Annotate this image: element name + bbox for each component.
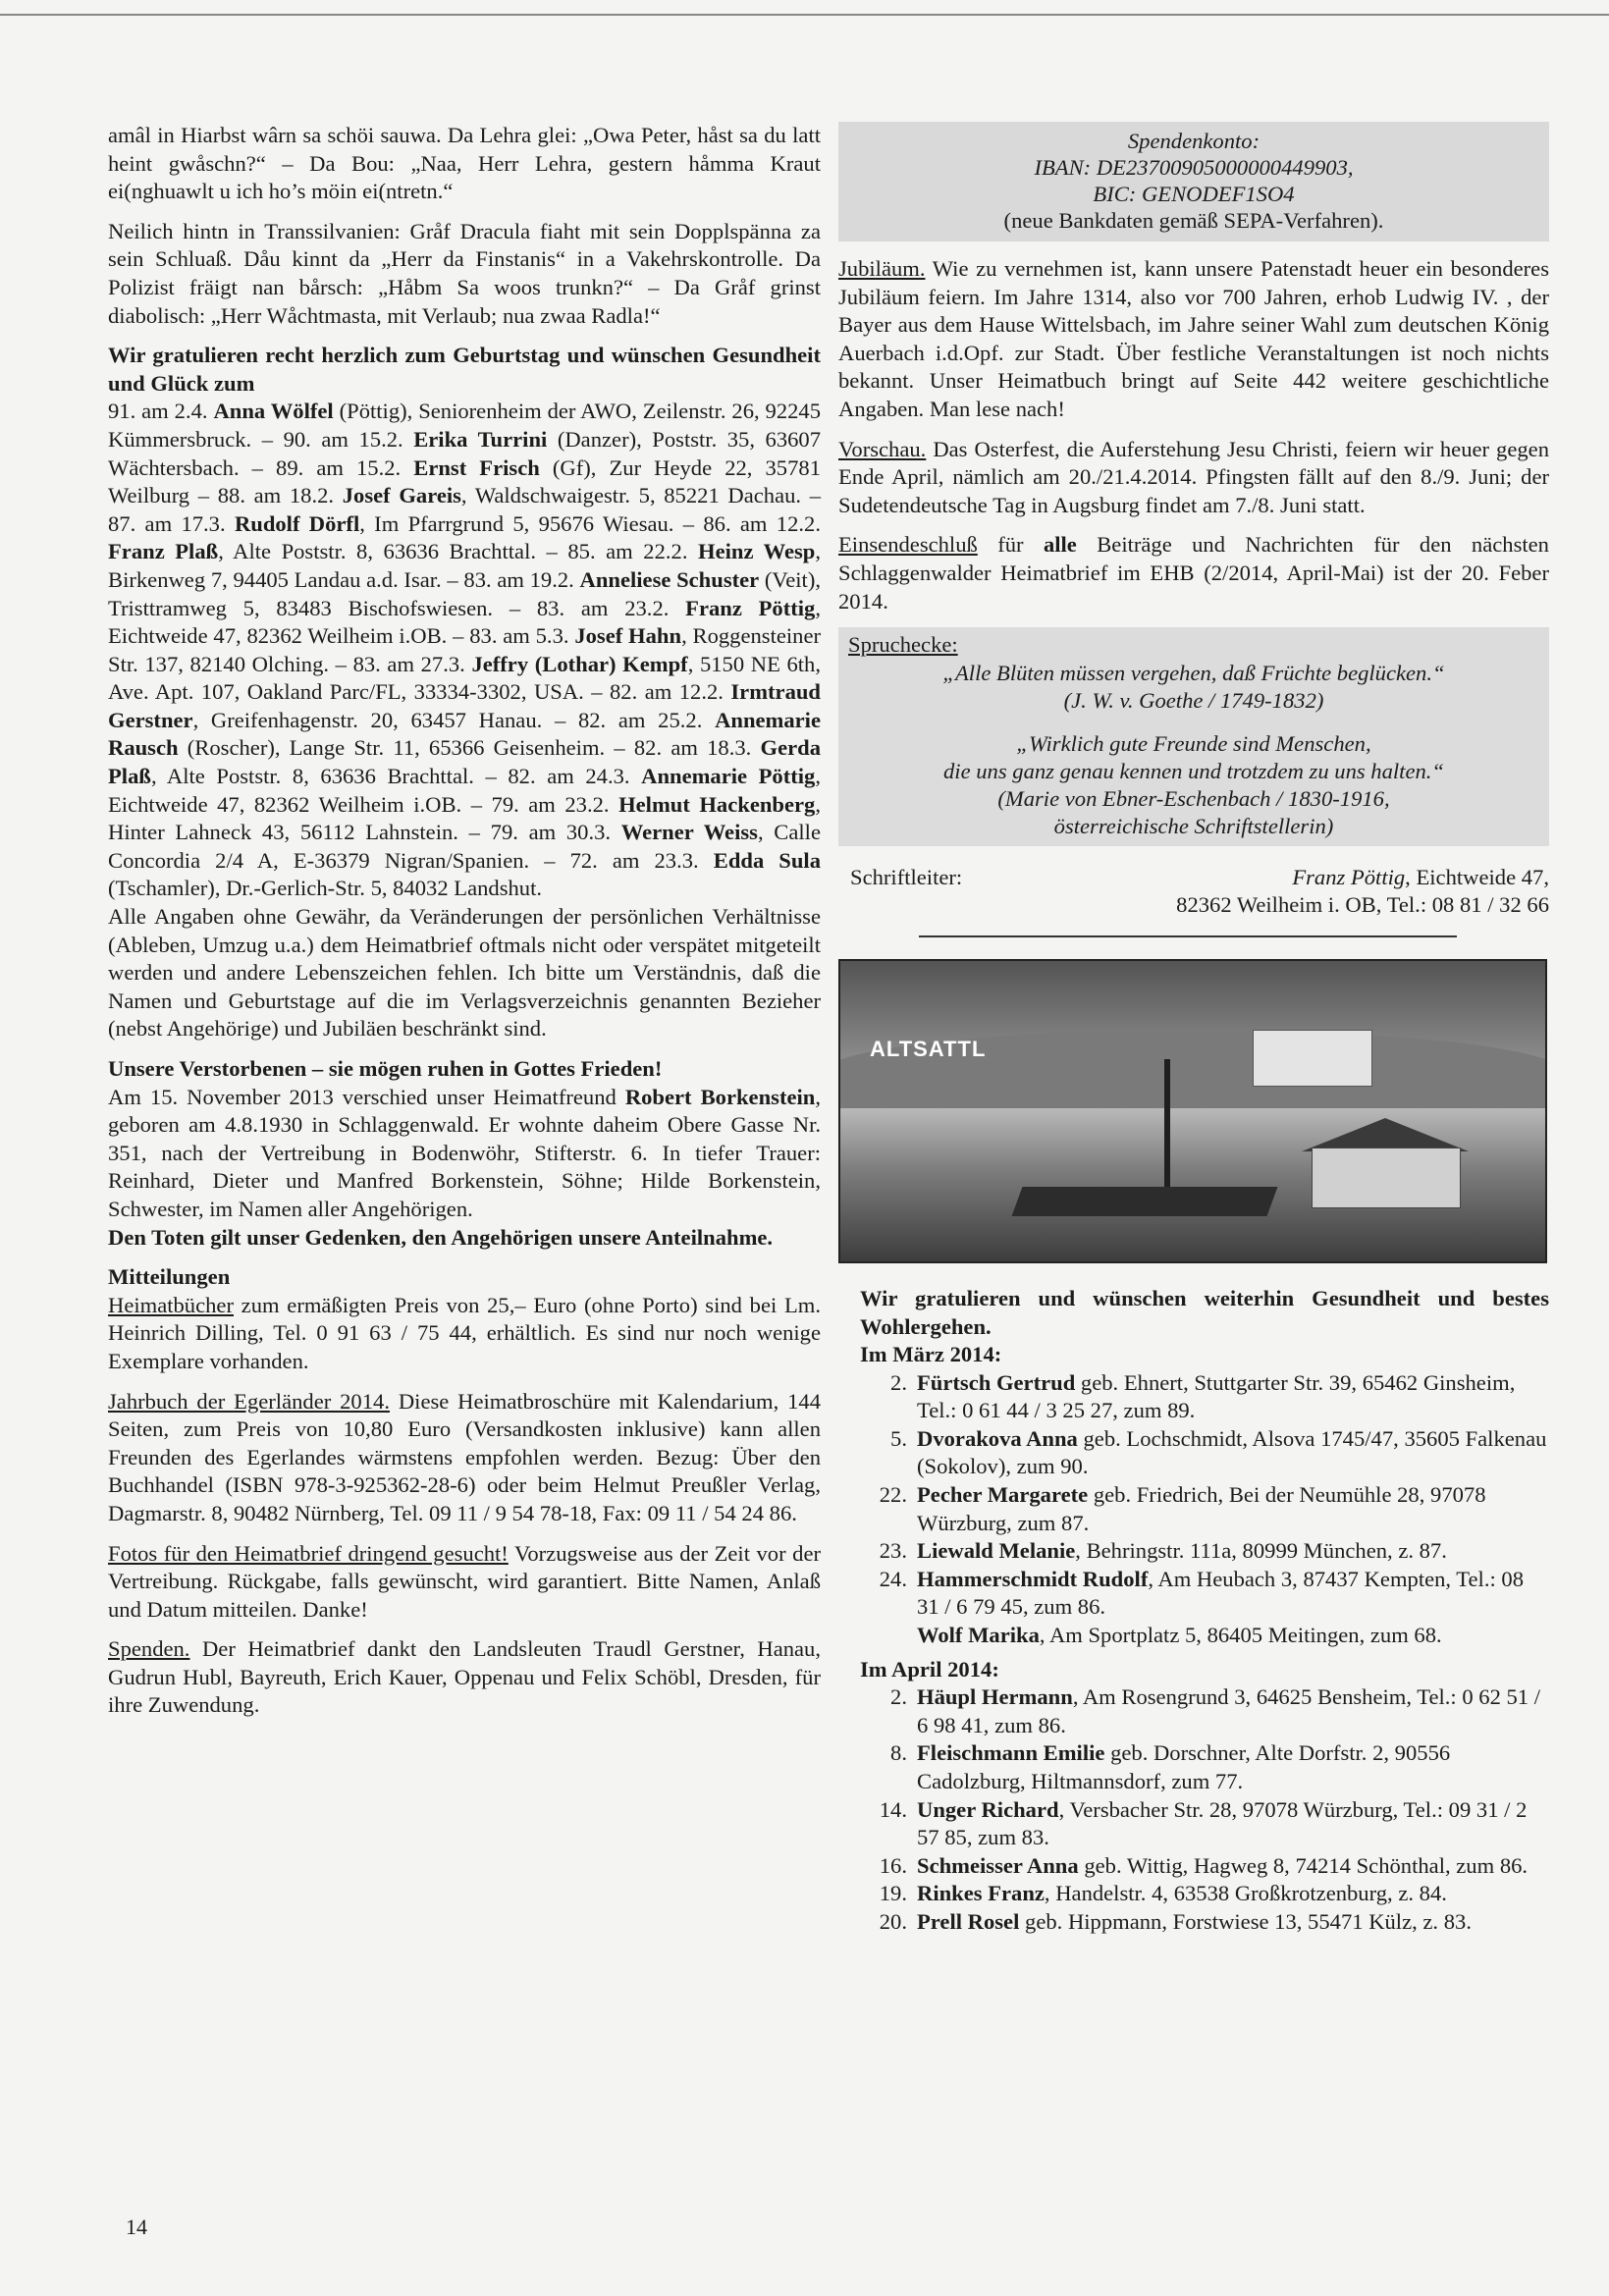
birthday-list: [108, 398, 821, 903]
birthday-address: (Pöttig), Seniorenheim der AWO, Zeilenstr. 26, 92245 Kümmersbruck. –: [108, 399, 822, 452]
birthday-name: Irmtraud Gerstner: [108, 679, 821, 732]
birthday-age-date: 83. am 27.3.: [352, 651, 472, 676]
wishes-heading: Wir gratulieren und wünschen weiterhin Gesundheit und bestes Wohlergehen.: [860, 1285, 1549, 1339]
birthday-age-date: 79. am 23.2.: [491, 791, 619, 817]
spruchecke-box: [838, 627, 1549, 846]
list-item: [860, 1622, 1549, 1650]
birthday-age-date: 85. am 22.2.: [567, 539, 698, 564]
list-item-details: , Am Rosengrund 3, 64625 Bensheim, Tel.: 0 62 51 / 6 98 41, zum 86.: [917, 1684, 1541, 1737]
list-item-details: , Am Sportplatz 5, 86405 Meitingen, zum 68.: [1039, 1623, 1442, 1648]
spenden-text: Der Heimatbrief dankt den Landsleuten Traudl Gerstner, Hanau, Gudrun Hubl, Bayreuth, Erich Kauer, Oppenau und Felix Schöbl, Dresden, für ihre Zuwendung.: [108, 1636, 821, 1718]
dialect-anecdote-1: amâl in Hiarbst wârn sa schöi sauwa. Da Lehra glei: „Owa Peter, håst sa du latt heint gwåschn?“ – Da Bou: „Naa, Herr Lehra, gestern håmma Kraut ei(nghuawlt u ich ho’s möin ei(ntretn.“: [108, 123, 821, 204]
vorschau-label: Vorschau.: [838, 436, 927, 461]
list-item-text: [917, 1739, 1549, 1795]
jubilaeum-notice: [838, 255, 1549, 424]
dialect-anecdote-2: Neilich hintn in Transsilvanien: Gråf Dracula fiaht mit sein Dopplspänna za sein Schluaß. Dåu kinnt da „Herr da Finstanis“ in a Vakehrskontrolle. Da Polizist fräigt nan bårsch: „Håbm Sa woos trunkn?“ – Da Gråf grinst diabolisch: „Herr Wåchtmasta, mit Verlaub; nua zwaa Radla!“: [108, 218, 821, 328]
einsendeschluss-notice: [838, 531, 1549, 615]
birthday-age-date: 83. am 19.2.: [463, 566, 580, 592]
birthday-name: Josef Hahn: [574, 623, 682, 649]
deceased-notice: [108, 1084, 821, 1224]
list-item: [860, 1537, 1549, 1566]
birthday-address: (Gf), Zur Heyde 22, 35781 Weilburg –: [108, 454, 821, 508]
einsendeschluss-label: Einsendeschluß: [838, 532, 978, 558]
building-icon: [1253, 1030, 1372, 1087]
list-item-number: 19.: [879, 1881, 907, 1906]
wishes-list: [838, 1341, 1549, 1936]
april-heading: Im April 2014:: [860, 1656, 999, 1682]
list-item: [860, 1908, 1549, 1937]
list-item-text: [917, 1852, 1549, 1881]
spruchecke-label: Spruchecke:: [848, 632, 958, 658]
fotos-label: Fotos für den Heimatbrief dringend gesucht!: [108, 1540, 509, 1566]
list-item-number: 8.: [890, 1740, 907, 1766]
iban: IBAN: DE23700905000000449903,: [1034, 155, 1354, 180]
einsendeschluss-text: Beiträge und Nachrichten für den nächsten Schlaggenwalder Heimatbrief im EHB (2/2014, April-Mai) ist der 20. Feber 2014.: [838, 532, 1549, 614]
birthday-age-date: 79. am 30.3.: [490, 820, 621, 845]
list-item-number: 23.: [879, 1538, 907, 1564]
birthday-name: Helmut Hackenberg: [618, 791, 816, 817]
birthday-age-date: 89. am 15.2.: [276, 454, 414, 480]
vorschau-notice: [838, 436, 1549, 520]
birthday-address: , Calle Concordia 2/4 A, E-36379 Nigran/Spanien. –: [108, 820, 821, 873]
jahrbuch-notice: [108, 1388, 821, 1528]
list-item-text: [917, 1908, 1549, 1937]
list-item-name: Wolf Marika: [917, 1623, 1040, 1648]
birthday-name: Franz Pöttig: [685, 595, 816, 620]
birthday-age-date: 88. am 18.2.: [217, 483, 343, 508]
list-item-text: [917, 1481, 1549, 1537]
mitteilungen-heading: Mitteilungen: [108, 1264, 231, 1290]
deceased-details: , geboren am 4.8.1930 in Schlaggenwald. Er wohnte daheim Obere Gasse Nr. 351, nach der Vertreibung in Bodenwöhr, Stifterstr. 6. In tiefer Trauer: Reinhard, Dieter und Manfred Borkenstein, Söhne; Hilde Borkenstein, Schwester, im Namen aller Angehörigen.: [108, 1084, 821, 1221]
editor-address-1: , Eichtweide 47,: [1405, 864, 1549, 889]
list-item-number: 5.: [890, 1425, 907, 1451]
birthday-address: , Alte Poststr. 8, 63636 Brachttal. –: [218, 539, 568, 564]
einsendeschluss-bold: alle: [1043, 532, 1077, 558]
list-item: [860, 1566, 1549, 1622]
list-item: [860, 1739, 1549, 1795]
bank-details-box: [838, 122, 1549, 241]
einsendeschluss-pre: für: [977, 532, 1044, 558]
altsattl-photo: [838, 959, 1547, 1263]
list-item: [860, 1796, 1549, 1852]
list-item: [860, 1481, 1549, 1537]
list-item-text: [917, 1683, 1549, 1739]
list-item-name: Prell Rosel: [917, 1908, 1020, 1934]
birthday-name: Franz Plaß: [108, 539, 219, 564]
jahrbuch-label: Jahrbuch der Egerländer 2014.: [108, 1388, 390, 1414]
quote-ebner-line1: „Wirklich gute Freunde sind Menschen,: [1016, 730, 1371, 756]
birthday-address: , Alte Poststr. 8, 63636 Brachttal. –: [150, 764, 509, 789]
quote-goethe-author: (J. W. v. Goethe / 1749-1832): [1063, 687, 1324, 713]
list-item-details: , Behringstr. 111a, 80999 München, z. 87.: [1075, 1538, 1447, 1564]
birthday-address: (Danzer), Poststr. 35, 63607 Wächtersbach. –: [108, 426, 822, 480]
birthday-address: , Im Pfarrgrund 5, 95676 Wiesau. –: [359, 510, 704, 536]
birthday-address: , Greifenhagenstr. 20, 63457 Hanau. –: [192, 707, 578, 732]
birthday-heading: Wir gratulieren recht herzlich zum Geburtstag und wünschen Gesundheit und Glück zum: [108, 343, 821, 396]
birthday-name: Jeffry (Lothar) Kempf: [471, 651, 688, 676]
list-item-number: 2.: [890, 1369, 907, 1395]
list-item: [860, 1880, 1549, 1908]
list-item-number: 22.: [879, 1482, 907, 1508]
birthday-address: , 5150 NE 6th, Ave. Apt. 107, Oakland Parc/FL, 33334-3302, USA. –: [108, 651, 821, 705]
list-item: [860, 1683, 1549, 1739]
april-list: [860, 1683, 1549, 1936]
deceased-heading: Unsere Verstorbenen – sie mögen ruhen in Gottes Frieden!: [108, 1056, 663, 1081]
editor-signature: [838, 864, 1549, 920]
list-item-name: Hammerschmidt Rudolf: [917, 1566, 1149, 1591]
jahrbuch-text: Diese Heimatbroschüre mit Kalendarium, 144 Seiten, zum Preis von 10,80 Euro (Versandkosten inklusive) kann allen Freunden des Egerlandes wärmstens empfohlen werden. Bezug: Über den Buchhandel (ISBN 978-3-925362-28-6) oder beim Helmut Preußler Verlag, Dagmarstr. 8, 90482 Nürnberg, Tel. 09 11 / 9 54 78-18, Fax: 09 11 / 54 24 86.: [108, 1388, 821, 1525]
birthday-age-date: 83. am 5.3.: [469, 623, 575, 649]
birthday-address: , Roggensteiner Str. 137, 82140 Olching. –: [108, 623, 822, 676]
quote-ebner-line2: die uns ganz genau kennen und trotzdem zu uns halten.“: [943, 758, 1444, 783]
birthday-name: Werner Weiss: [620, 820, 758, 845]
top-border: [0, 14, 1609, 16]
birthday-age-date: 82. am 25.2.: [577, 707, 716, 732]
disclaimer: Alle Angaben ohne Gewähr, da Veränderungen der persönlichen Verhältnisse (Ableben, Umzug u.a.) dem Heimatbrief oftmals nicht oder verspätet mitgeteilt werden und andere Lebenszeichen fehlen. Ich bitte um Verständnis, daß die Namen und Geburtstage auf die im Verlagsverzeichnis genannten Bezieher (nebst Angehörige) und Jubiläen beschränkt sind.: [108, 904, 821, 1041]
list-item-name: Häupl Hermann: [917, 1684, 1073, 1710]
birthday-age-date: 87. am 17.3.: [108, 510, 235, 536]
birthday-name: Annemarie Pöttig: [641, 764, 816, 789]
photo-caption: ALTSATTL: [870, 1036, 987, 1061]
list-item-number: [860, 1622, 917, 1650]
page-number: 14: [126, 2215, 147, 2239]
deceased-name: Robert Borkenstein: [624, 1084, 816, 1109]
bank-box-title: Spendenkonto:: [1127, 129, 1260, 153]
list-item-name: Unger Richard: [917, 1796, 1059, 1822]
fotos-notice: [108, 1540, 821, 1625]
birthday-name: Anneliese Schuster: [579, 566, 760, 592]
list-item-name: Rinkes Franz: [917, 1881, 1045, 1906]
birthday-age-date: 82. am 18.3.: [633, 735, 761, 761]
editor-address-2: 82362 Weilheim i. OB, Tel.: 08 81 / 32 66: [1176, 892, 1549, 918]
list-item: [860, 1852, 1549, 1881]
quote-ebner-author: (Marie von Ebner-Eschenbach / 1830-1916,: [997, 785, 1390, 811]
divider-rule: [919, 935, 1457, 937]
spenden-notice: [108, 1635, 821, 1720]
birthday-address: (Roscher), Lange Str. 11, 65366 Geisenheim. –: [178, 735, 634, 761]
list-item-text: [917, 1880, 1549, 1908]
list-item-number: 2.: [890, 1684, 907, 1710]
list-item-details: geb. Friedrich, Bei der Neumühle 28, 97078 Würzburg, zum 87.: [917, 1482, 1486, 1535]
quote-goethe: „Alle Blüten müssen vergehen, daß Früchte beglücken.“: [942, 660, 1445, 685]
list-item-name: Dvorakova Anna: [917, 1425, 1078, 1451]
list-item: [860, 1425, 1549, 1481]
birthday-address: (Tschamler), Dr.-Gerlich-Str. 5, 84032 Landshut.: [108, 876, 543, 901]
birthday-address: , Birkenweg 7, 94405 Landau a.d. Isar. –: [108, 539, 821, 592]
birthday-age-date: 91. am 2.4.: [108, 399, 214, 424]
right-column: [838, 122, 1549, 1937]
list-item-details: geb. Dorschner, Alte Dorfstr. 2, 90556 Cadolzburg, Hiltmannsdorf, zum 77.: [917, 1740, 1451, 1793]
list-item-name: Fleischmann Emilie: [917, 1740, 1105, 1766]
list-item-details: geb. Lochschmidt, Alsova 1745/47, 35605 Falkenau (Sokolov), zum 90.: [917, 1425, 1547, 1479]
birthday-address: , Eichtweide 47, 82362 Weilheim i.OB. –: [108, 764, 822, 817]
birthday-age-date: 83. am 23.2.: [536, 595, 686, 620]
birthday-age-date: 82. am 24.3.: [508, 764, 642, 789]
list-item-details: geb. Hippmann, Forstwiese 13, 55471 Külz, z. 83.: [1019, 1908, 1472, 1934]
birthday-name: Anna Wölfel: [213, 399, 334, 424]
list-item-text: [917, 1537, 1549, 1566]
list-item-text: [917, 1425, 1549, 1481]
jubilaeum-text: Wie zu vernehmen ist, kann unsere Patenstadt heuer ein besonderes Jubiläum feiern. Im Jahre 1314, also vor 700 Jahren, erhob Ludwig IV. , der Bayer aus dem Hause Wittelsbach, im Jahre seiner Wahl zum deutschen König Auerbach i.d.Opf. zur Stadt. Über festliche Veranstaltungen ist noch nichts bekannt. Unser Heimatbuch bringt auf Seite 442 weitere geschichtliche Angaben. Man lese nach!: [838, 256, 1549, 421]
birthday-address: , Waldschwaigestr. 5, 85221 Dachau. –: [460, 483, 821, 508]
birthday-name: Heinz Wesp: [698, 539, 816, 564]
editor-name: Franz Pöttig: [1292, 864, 1406, 889]
birthday-age-date: 86. am 12.2.: [703, 510, 821, 536]
list-item-details: geb. Ehnert, Stuttgarter Str. 39, 65462 Ginsheim, Tel.: 0 61 44 / 3 25 27, zum 89.: [917, 1369, 1516, 1423]
birthday-age-date: 72. am 23.3.: [569, 847, 714, 873]
jubilaeum-label: Jubiläum.: [838, 256, 926, 281]
heimatbuecher-notice: [108, 1292, 821, 1376]
list-item-details: , Versbacher Str. 28, 97078 Würzburg, Tel.: 09 31 / 2 57 85, zum 83.: [917, 1796, 1528, 1850]
maerz-list: [860, 1369, 1549, 1650]
list-item-details: , Handelstr. 4, 63538 Großkrotzenburg, z. 84.: [1044, 1881, 1447, 1906]
editor-contact: [1176, 864, 1549, 920]
list-item-details: geb. Wittig, Hagweg 8, 74214 Schönthal, zum 86.: [1078, 1852, 1529, 1878]
list-item-text: [917, 1622, 1549, 1650]
list-item: [860, 1369, 1549, 1425]
list-item-text: [917, 1796, 1549, 1852]
vorschau-text: Das Osterfest, die Auferstehung Jesu Christi, feiern wir heuer gegen Ende April, nämlich am 20./21.4.2014. Pfingsten fällt auf den 8./9. Juni; der Sudetendeutsche Tag in Augsburg findet am 7./8. Juni statt.: [838, 436, 1549, 517]
birthday-name: Josef Gareis: [342, 483, 461, 508]
heimatbuecher-text: zum ermäßigten Preis von 25,– Euro (ohne Porto) sind bei Lm. Heinrich Dilling, Tel. 0 91 63 / 75 44, erhältlich. Es sind nur noch wenige Exemplare vorhanden.: [108, 1292, 821, 1373]
list-item-name: Fürtsch Gertrud: [917, 1369, 1076, 1395]
farmhouse-icon: [1312, 1148, 1461, 1208]
bank-box-note: (neue Bankdaten gemäß SEPA-Verfahren).: [1003, 208, 1384, 233]
maerz-heading: Im März 2014:: [860, 1342, 1002, 1367]
birthday-name: Gerda Plaß: [108, 735, 822, 789]
birthday-age-date: 90. am 15.2.: [283, 426, 414, 452]
birthday-name: Annemarie Rausch: [108, 707, 821, 761]
deceased-intro: Am 15. November 2013 verschied unser Heimatfreund: [108, 1084, 625, 1109]
list-item-number: 20.: [879, 1908, 907, 1934]
list-item-number: 16.: [879, 1852, 907, 1878]
list-item-name: Pecher Margarete: [917, 1482, 1089, 1508]
left-column: [108, 122, 821, 1732]
birthday-name: Ernst Frisch: [413, 454, 540, 480]
editor-label: Schriftleiter:: [850, 864, 963, 889]
list-item-number: 14.: [879, 1796, 907, 1822]
birthday-name: Rudolf Dörfl: [234, 510, 360, 536]
bic: BIC: GENODEF1SO4: [1093, 182, 1295, 206]
condolence: Den Toten gilt unser Gedenken, den Angehörigen unsere Anteilnahme.: [108, 1224, 774, 1250]
birthday-name: Edda Sula: [713, 847, 822, 873]
list-item-name: Liewald Melanie: [917, 1538, 1076, 1564]
list-item-details: , Am Heubach 3, 87437 Kempten, Tel.: 08 31 / 6 79 45, zum 86.: [917, 1566, 1525, 1620]
list-item-text: [917, 1566, 1549, 1622]
spenden-label: Spenden.: [108, 1636, 190, 1662]
heimatbuecher-label: Heimatbücher: [108, 1292, 234, 1317]
list-item-name: Schmeisser Anna: [917, 1852, 1079, 1878]
birthday-address: , Hinter Lahneck 43, 56112 Lahnstein. –: [108, 791, 821, 845]
birthday-age-date: 82. am 12.2.: [610, 679, 731, 705]
quote-ebner-author-note: österreichische Schriftstellerin): [1053, 813, 1334, 838]
list-item-text: [917, 1369, 1549, 1425]
birthday-address: (Veit), Tristtramweg 5, 83483 Bischofswiesen. –: [108, 566, 821, 620]
fotos-text: Vorzugsweise aus der Zeit vor der Vertreibung. Rückgabe, falls gewünscht, wird garantiert. Bitte Namen, Anlaß und Datum mitteilen. Danke!: [108, 1540, 821, 1622]
birthday-name: Erika Turrini: [413, 426, 548, 452]
birthday-address: , Eichtweide 47, 82362 Weilheim i.OB. –: [108, 595, 822, 649]
list-item-number: 24.: [879, 1566, 907, 1591]
